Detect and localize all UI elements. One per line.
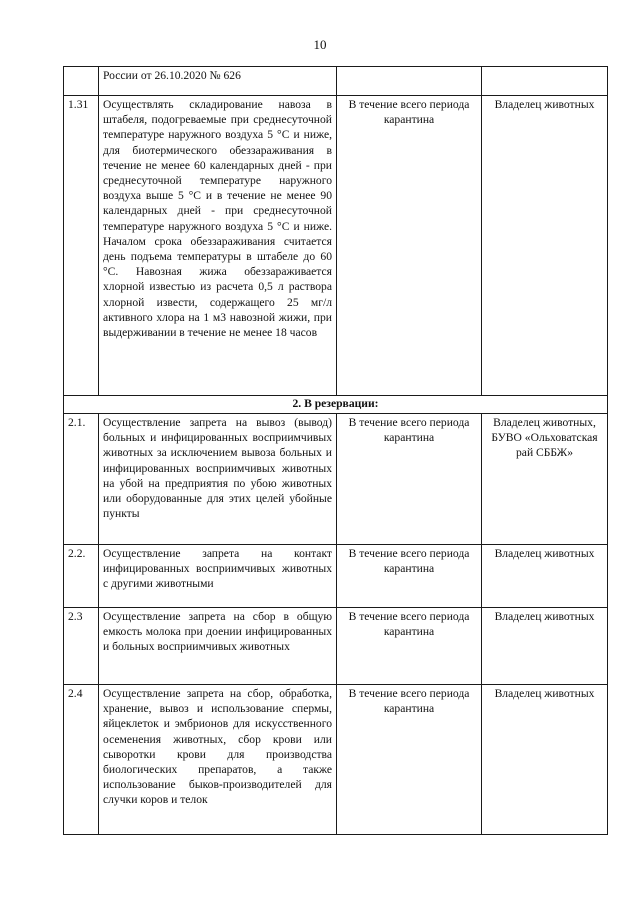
row-number: 1.31 [64,96,99,396]
table-row-2-4 [64,685,608,835]
measure-text: России от 26.10.2020 № 626 [99,67,337,96]
period-text: В течение всего периода карантина [337,414,482,545]
measure-text: Осуществление запрета на вывоз (вывод) больных и инфицированных восприимчивых животных за исключением вывоза больных и инфицированных восприимчивых животных на убой на предприятия по убою животных или оборудованные для этих целей убойные пункты [99,414,337,545]
period-text [337,67,482,96]
measure-text: Осуществление запрета на сбор, обработка, хранение, вывоз и использование спермы, яйцеклеток и эмбрионов для искусственного осеменения животных, сбор крови или сыворотки крови для производства биологических препаратов, а также использование быков-производителей для случки коров и телок [99,685,337,835]
section-header-row [64,396,608,414]
period-text: В течение всего периода карантина [337,608,482,685]
table-row-2-1 [64,414,608,545]
row-number [64,67,99,96]
table-row-2-3 [64,608,608,685]
measure-text: Осуществление запрета на сбор в общую емкость молока при доении инфицированных и больных восприимчивых животных [99,608,337,685]
table-row-2-2 [64,545,608,608]
period-text: В течение всего периода карантина [337,685,482,835]
responsible-text: Владелец животных [482,96,608,396]
responsible-text: Владелец животных, БУВО «Ольховатская рай СББЖ» [482,414,608,545]
period-text: В течение всего периода карантина [337,545,482,608]
table-row-continuation [64,67,608,96]
row-number: 2.2. [64,545,99,608]
row-number: 2.1. [64,414,99,545]
responsible-text: Владелец животных [482,545,608,608]
page-number: 10 [313,37,327,52]
responsible-text [482,67,608,96]
section-title: 2. В резервации: [64,396,608,414]
quarantine-measures-table [63,66,608,835]
period-text: В течение всего периода карантина [337,96,482,396]
measure-text: Осуществлять складирование навоза в штабеля, подогреваемые при среднесуточной температуре наружного воздуха 5 °С и ниже, для биотермического обеззараживания в течение не менее 60 календарных дней - при среднесуточной температуре наружного воздуха выше 5 °С и в течение не менее 90 календарных дней - при среднесуточной температуре наружного воздуха 5 °С и ниже. Началом срока обеззараживания считается день подъема температуры в штабеле до 60 °С. Навозная жижа обеззараживается хлорной известью из расчета 0,5 л раствора хлорной извести, содержащего 25 мг/л активного хлора на 1 м3 навозной жижи, при выдерживании в течение не менее 18 часов [99,96,337,396]
row-number: 2.3 [64,608,99,685]
table-row-1-31 [64,96,608,396]
responsible-text: Владелец животных [482,608,608,685]
row-number: 2.4 [64,685,99,835]
responsible-text: Владелец животных [482,685,608,835]
measure-text: Осуществление запрета на контакт инфицированных восприимчивых животных с другими животными [99,545,337,608]
